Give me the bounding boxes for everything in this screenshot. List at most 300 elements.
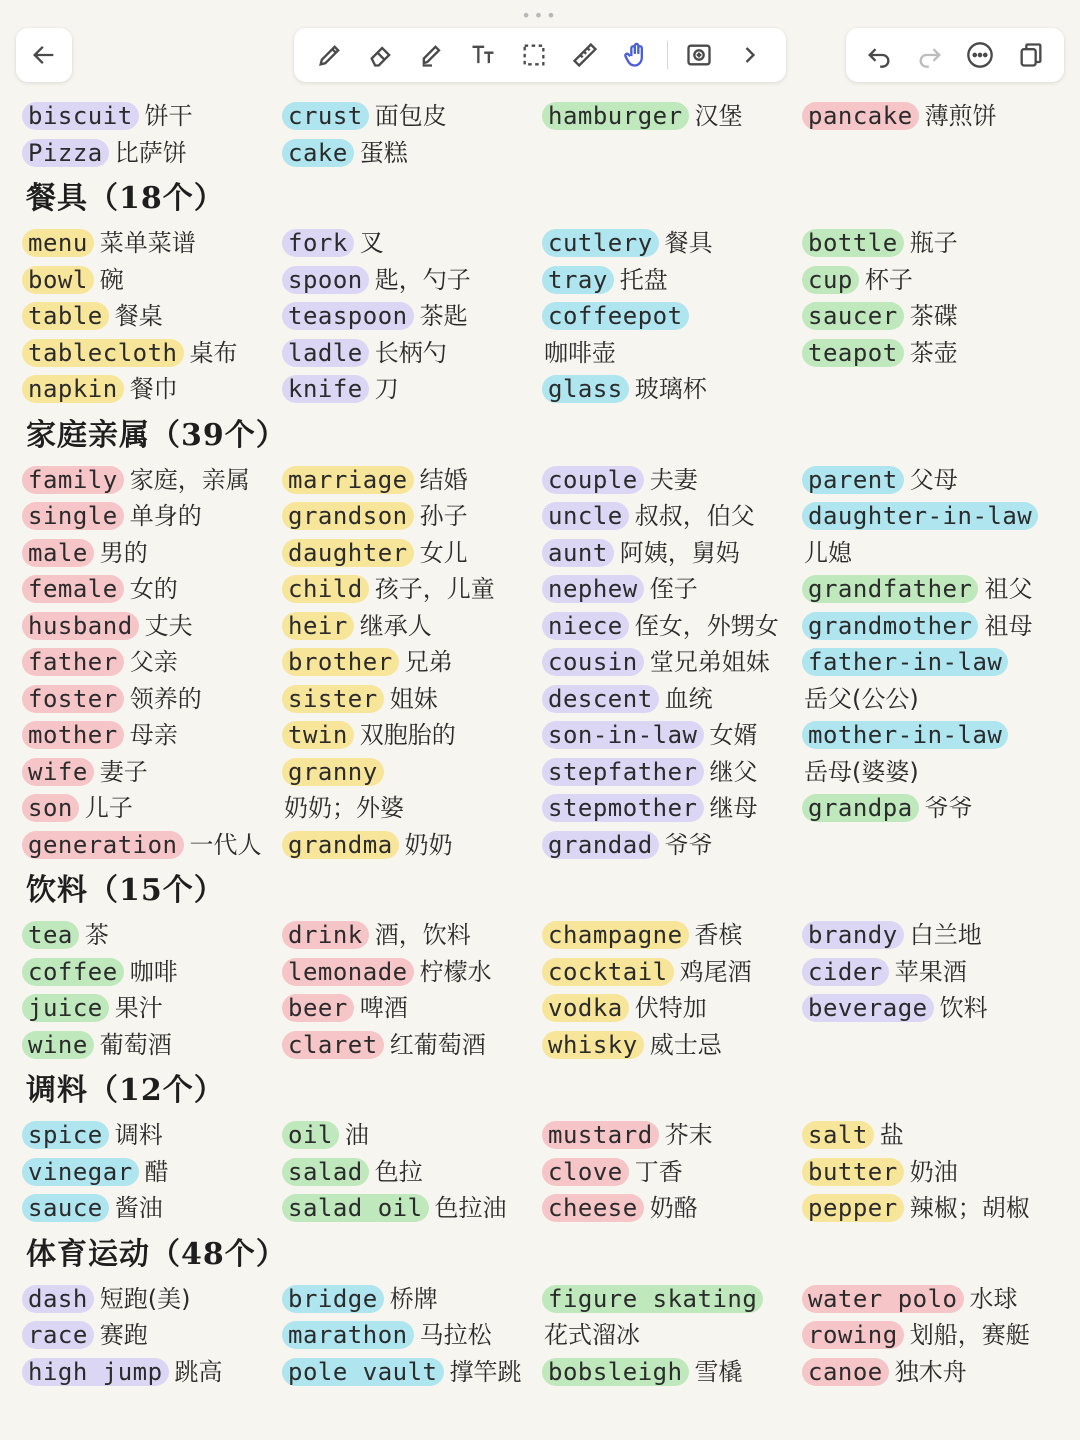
vocab-entry [22, 225, 282, 262]
vocab-entry [542, 827, 802, 864]
english-word: wine [22, 1031, 94, 1059]
english-word: drink [282, 921, 369, 949]
vocab-entry [542, 1317, 802, 1354]
redo-icon[interactable] [910, 35, 950, 75]
chinese-meaning: 水球 [969, 1284, 1018, 1313]
english-word: crust [282, 102, 369, 130]
vocab-entry [802, 1154, 1062, 1191]
chinese-meaning: 父母 [909, 465, 958, 494]
chinese-meaning: 薄煎饼 [924, 102, 997, 130]
chinese-meaning: 桌布 [189, 338, 238, 367]
vocab-column [22, 1281, 282, 1391]
vocab-entry [542, 917, 802, 954]
vocab-entry [802, 1117, 1062, 1154]
vocab-entry [802, 262, 1062, 299]
vocab-entry [542, 1190, 802, 1227]
chinese-meaning: 醋 [144, 1157, 169, 1186]
vocab-entry [802, 335, 1062, 372]
vocab-column [282, 1117, 542, 1227]
english-word: race [22, 1321, 94, 1349]
english-word: brother [282, 648, 399, 676]
english-word: tablecloth [22, 339, 184, 367]
english-word: beer [282, 994, 354, 1022]
english-word: coffee [22, 958, 124, 986]
chinese-meaning: 单身的 [129, 502, 202, 530]
chinese-meaning: 结婚 [419, 465, 468, 494]
chinese-meaning: 餐桌 [114, 302, 163, 330]
vocab-grid [22, 462, 1062, 864]
chinese-meaning: 菜单菜谱 [99, 229, 196, 257]
english-word: canoe [802, 1358, 889, 1386]
english-word: whisky [542, 1031, 644, 1059]
text-icon[interactable] [463, 35, 503, 75]
english-word: juice [22, 994, 109, 1022]
english-word: hamburger [542, 102, 689, 130]
chinese-meaning: 威士忌 [649, 1030, 722, 1059]
chinese-meaning: 伏特加 [634, 994, 707, 1022]
vocab-entry [802, 1190, 1062, 1227]
section-title: 调料（12个） [26, 1073, 225, 1108]
chinese-meaning: 托盘 [619, 265, 668, 294]
vocab-column [542, 225, 802, 408]
chinese-meaning: 红葡萄酒 [389, 1030, 486, 1059]
english-word: cider [802, 958, 889, 986]
vocab-column [282, 98, 542, 171]
chinese-meaning: 岳母(婆婆) [804, 757, 919, 786]
vocab-entry [282, 371, 542, 408]
english-word: tray [542, 266, 614, 294]
vocab-entry [282, 1027, 542, 1064]
english-word: bottle [802, 229, 904, 257]
chinese-meaning: 赛跑 [99, 1321, 148, 1349]
vocab-entry [542, 571, 802, 608]
chinese-meaning: 奶油 [909, 1157, 958, 1186]
vocab-column [802, 1281, 1062, 1391]
vocab-entry [282, 298, 542, 335]
english-word: marriage [282, 466, 414, 494]
english-word: knife [282, 375, 369, 403]
notes-canvas[interactable] [22, 98, 1062, 1390]
vocab-entry [282, 135, 542, 172]
english-word: bobsleigh [542, 1358, 689, 1386]
ruler-icon[interactable] [565, 35, 605, 75]
vocab-entry [802, 498, 1062, 535]
chinese-meaning: 孙子 [419, 502, 468, 530]
vocab-entry [22, 1354, 282, 1391]
vocab-entry [22, 535, 282, 572]
vocab-grid [22, 917, 1062, 1063]
chinese-meaning: 家庭，亲属 [129, 465, 250, 494]
chinese-meaning: 继承人 [359, 611, 432, 640]
english-word: ladle [282, 339, 369, 367]
chevron-right-icon[interactable] [730, 35, 770, 75]
vocab-entry [22, 571, 282, 608]
chinese-meaning: 马拉松 [419, 1321, 492, 1349]
vocab-entry [542, 262, 802, 299]
english-word: coffeepot [542, 302, 689, 330]
chinese-meaning: 汉堡 [694, 102, 743, 130]
english-word: vinegar [22, 1158, 139, 1186]
english-word: clove [542, 1158, 629, 1186]
vocab-entry [802, 917, 1062, 954]
english-word: mother-in-law [802, 721, 1008, 749]
vocab-entry [282, 335, 542, 372]
english-word: butter [802, 1158, 904, 1186]
vocab-entry [282, 462, 542, 499]
chinese-meaning: 苹果酒 [894, 957, 967, 986]
chinese-meaning: 碗 [99, 265, 124, 294]
english-word: couple [542, 466, 644, 494]
english-word: cup [802, 266, 859, 294]
chinese-meaning: 匙，勺子 [374, 265, 471, 294]
english-word: son [22, 794, 79, 822]
vocab-entry [542, 535, 802, 572]
hand-icon[interactable] [616, 35, 656, 75]
vocab-entry [282, 1154, 542, 1191]
chinese-meaning: 姐妹 [389, 684, 438, 713]
vocab-entry [22, 98, 282, 135]
chinese-meaning: 餐具 [664, 229, 713, 257]
english-word: granny [282, 758, 384, 786]
english-word: cheese [542, 1194, 644, 1222]
vocab-column [22, 225, 282, 408]
tool-palette [294, 28, 786, 82]
chinese-meaning: 盐 [879, 1121, 904, 1149]
vocab-entry [282, 644, 542, 681]
english-word: stepfather [542, 758, 704, 786]
chinese-meaning: 祖母 [984, 611, 1033, 640]
chinese-meaning: 跳高 [174, 1357, 223, 1386]
english-word: cousin [542, 648, 644, 676]
chinese-meaning: 比萨饼 [114, 138, 187, 167]
english-word: grandpa [802, 794, 919, 822]
english-word: dash [22, 1285, 94, 1313]
vocab-entry [802, 1317, 1062, 1354]
english-word: father-in-law [802, 648, 1008, 676]
english-word: tea [22, 921, 79, 949]
chinese-meaning: 夫妻 [649, 465, 698, 494]
english-word: grandfather [802, 575, 978, 603]
english-word: high jump [22, 1358, 169, 1386]
vocab-column [542, 462, 802, 864]
vocab-entry [542, 717, 802, 754]
vocab-entry [542, 498, 802, 535]
english-word: oil [282, 1121, 339, 1149]
chinese-meaning: 芥末 [664, 1121, 713, 1149]
vocab-entry [542, 335, 802, 372]
english-word: female [22, 575, 124, 603]
english-word: twin [282, 721, 354, 749]
vocab-entry [22, 717, 282, 754]
english-word: figure skating [542, 1285, 763, 1313]
highlighter-icon[interactable] [412, 35, 452, 75]
back-button[interactable] [16, 28, 72, 82]
vocab-entry [802, 608, 1062, 645]
english-word: salad [282, 1158, 369, 1186]
english-word: salad oil [282, 1194, 429, 1222]
vocab-entry [22, 135, 282, 172]
vocab-entry [22, 754, 282, 791]
english-word: mother [22, 721, 124, 749]
english-word: biscuit [22, 102, 139, 130]
chinese-meaning: 柠檬水 [419, 957, 492, 986]
english-word: child [282, 575, 369, 603]
chinese-meaning: 侄子 [649, 575, 698, 603]
vocab-entry [282, 262, 542, 299]
english-word: cocktail [542, 958, 674, 986]
vocab-entry [542, 371, 802, 408]
vocab-column [542, 1117, 802, 1227]
chinese-meaning: 茶 [84, 921, 109, 949]
undo-icon[interactable] [859, 35, 899, 75]
english-word: grandson [282, 502, 414, 530]
english-word: teapot [802, 339, 904, 367]
vocab-entry [802, 754, 1062, 791]
chinese-meaning: 玻璃杯 [634, 375, 707, 403]
english-word: champagne [542, 921, 689, 949]
vocab-entry [22, 262, 282, 299]
vocab-column [282, 462, 542, 864]
english-word: descent [542, 685, 659, 713]
window-grabber[interactable]: ••• [521, 6, 559, 25]
english-word: table [22, 302, 109, 330]
chinese-meaning: 白兰地 [909, 921, 982, 949]
vocab-entry [22, 827, 282, 864]
chinese-meaning: 奶奶；外婆 [284, 794, 404, 822]
chinese-meaning: 辣椒；胡椒 [909, 1194, 1030, 1222]
english-word: glass [542, 375, 629, 403]
lasso-icon[interactable] [514, 35, 554, 75]
chinese-meaning: 花式溜冰 [544, 1321, 640, 1349]
vocab-entry [282, 98, 542, 135]
chinese-meaning: 母亲 [129, 721, 178, 749]
vocab-entry [282, 790, 542, 827]
vocab-entry [22, 608, 282, 645]
vocab-grid [22, 1281, 1062, 1391]
vocab-column [22, 462, 282, 864]
english-word: generation [22, 831, 184, 859]
english-word: lemonade [282, 958, 414, 986]
vocab-entry [282, 917, 542, 954]
english-word: saucer [802, 302, 904, 330]
vocab-entry [542, 790, 802, 827]
chinese-meaning: 女的 [129, 575, 178, 603]
vocab-entry [22, 1281, 282, 1318]
vocab-entry [802, 1281, 1062, 1318]
vocab-column [802, 462, 1062, 864]
chinese-meaning: 一代人 [189, 830, 262, 859]
vocab-entry [282, 717, 542, 754]
english-word: cake [282, 139, 354, 167]
english-word: pancake [802, 102, 919, 130]
vocab-entry [802, 717, 1062, 754]
vocab-entry [542, 681, 802, 718]
chinese-meaning: 油 [344, 1121, 369, 1149]
vocab-entry [282, 827, 542, 864]
vocab-entry [22, 1190, 282, 1227]
vocab-entry [802, 98, 1062, 135]
document-actions [846, 28, 1064, 82]
chinese-meaning: 瓶子 [909, 229, 958, 257]
english-word: pepper [802, 1194, 904, 1222]
chinese-meaning: 撑竿跳 [449, 1357, 522, 1386]
chinese-meaning: 堂兄弟姐妹 [649, 648, 770, 676]
english-word: uncle [542, 502, 629, 530]
vocab-entry [22, 1317, 282, 1354]
chinese-meaning: 妻子 [99, 757, 148, 786]
vocab-entry [282, 608, 542, 645]
english-word: family [22, 466, 124, 494]
chinese-meaning: 女儿 [419, 538, 468, 567]
vocab-entry [542, 754, 802, 791]
chinese-meaning: 丁香 [634, 1157, 683, 1186]
english-word: father [22, 648, 124, 676]
pen-icon[interactable] [310, 35, 350, 75]
chinese-meaning: 色拉油 [434, 1194, 507, 1222]
chinese-meaning: 蛋糕 [359, 138, 408, 167]
chinese-meaning: 咖啡 [129, 957, 178, 986]
vocab-column [282, 917, 542, 1063]
vocab-entry [282, 954, 542, 991]
english-word: male [22, 539, 94, 567]
english-word: heir [282, 612, 354, 640]
vocab-entry [542, 98, 802, 135]
english-word: napkin [22, 375, 124, 403]
more-icon[interactable] [960, 35, 1000, 75]
vocab-entry [22, 917, 282, 954]
vocab-entry [542, 462, 802, 499]
section-title: 家庭亲属（39个） [26, 417, 287, 453]
vocab-column [802, 1117, 1062, 1227]
vocab-entry [542, 608, 802, 645]
vocab-column [802, 225, 1062, 408]
english-word: salt [802, 1121, 874, 1149]
chinese-meaning: 茶碟 [909, 302, 958, 330]
english-word: son-in-law [542, 721, 704, 749]
vocab-entry [22, 498, 282, 535]
image-icon[interactable] [679, 35, 719, 75]
pages-icon[interactable] [1011, 35, 1051, 75]
vocab-entry [802, 571, 1062, 608]
english-word: vodka [542, 994, 629, 1022]
english-word: foster [22, 685, 124, 713]
english-word: brandy [802, 921, 904, 949]
vocab-entry [542, 1027, 802, 1064]
chinese-meaning: 鸡尾酒 [679, 957, 752, 986]
vocab-entry [282, 990, 542, 1027]
chinese-meaning: 短跑(美) [99, 1284, 191, 1313]
vocab-entry [282, 681, 542, 718]
chinese-meaning: 奶奶 [404, 830, 453, 859]
vocab-column [542, 1281, 802, 1391]
chinese-meaning: 双胞胎的 [359, 721, 456, 749]
english-word: spoon [282, 266, 369, 294]
vocab-entry [22, 298, 282, 335]
vocab-entry [282, 571, 542, 608]
vocab-entry [542, 990, 802, 1027]
vocab-column [22, 98, 282, 171]
english-word: teaspoon [282, 302, 414, 330]
arrow-left-icon [24, 35, 64, 75]
english-word: pole vault [282, 1358, 444, 1386]
vocab-column [22, 1117, 282, 1227]
english-word: Pizza [22, 139, 109, 167]
english-word: grandmother [802, 612, 978, 640]
vocab-entry [282, 754, 542, 791]
vocab-entry [802, 644, 1062, 681]
vocab-entry [802, 462, 1062, 499]
chinese-meaning: 餐巾 [129, 375, 178, 403]
vocab-entry [282, 1317, 542, 1354]
chinese-meaning: 饼干 [144, 102, 193, 130]
chinese-meaning: 男的 [99, 538, 148, 567]
vocab-entry [802, 298, 1062, 335]
eraser-icon[interactable] [361, 35, 401, 75]
english-word: grandma [282, 831, 399, 859]
chinese-meaning: 领养的 [129, 684, 202, 713]
vocab-entry [542, 1117, 802, 1154]
vocab-entry [802, 954, 1062, 991]
vocab-entry [802, 535, 1062, 572]
chinese-meaning: 继母 [709, 794, 758, 822]
english-word: sauce [22, 1194, 109, 1222]
chinese-meaning: 茶匙 [419, 302, 468, 330]
vocab-entry [542, 1281, 802, 1318]
chinese-meaning: 独木舟 [894, 1357, 967, 1386]
vocab-grid [22, 1117, 1062, 1227]
english-word: marathon [282, 1321, 414, 1349]
section-title: 体育运动（48个） [26, 1236, 287, 1272]
english-word: fork [282, 229, 354, 257]
vocab-entry [282, 498, 542, 535]
vocab-entry [22, 954, 282, 991]
chinese-meaning: 血统 [664, 684, 713, 713]
english-word: spice [22, 1121, 109, 1149]
chinese-meaning: 儿媳 [804, 538, 852, 567]
chinese-meaning: 阿姨，舅妈 [619, 538, 740, 567]
chinese-meaning: 饮料 [939, 994, 988, 1022]
chinese-meaning: 杯子 [864, 265, 913, 294]
english-word: water polo [802, 1285, 964, 1313]
chinese-meaning: 女婿 [709, 721, 758, 749]
vocab-entry [22, 1027, 282, 1064]
chinese-meaning: 桥牌 [389, 1284, 438, 1313]
chinese-meaning: 色拉 [374, 1157, 423, 1186]
english-word: bridge [282, 1285, 384, 1313]
section-title: 餐具（18个） [26, 181, 225, 216]
chinese-meaning: 调料 [114, 1121, 163, 1149]
vocab-entry [282, 225, 542, 262]
vocab-entry [542, 298, 802, 335]
chinese-meaning: 刀 [374, 375, 399, 403]
chinese-meaning: 孩子，儿童 [374, 575, 495, 603]
english-word: sister [282, 685, 384, 713]
chinese-meaning: 兄弟 [404, 648, 453, 676]
english-word: bowl [22, 266, 94, 294]
vocab-column [802, 98, 1062, 171]
english-word: mustard [542, 1121, 659, 1149]
chinese-meaning: 叉 [359, 229, 384, 257]
chinese-meaning: 岳父(公公) [804, 684, 919, 713]
chinese-meaning: 奶酪 [649, 1194, 698, 1222]
vocab-entry [802, 790, 1062, 827]
vocab-entry [282, 535, 542, 572]
chinese-meaning: 划船，赛艇 [909, 1321, 1030, 1349]
section-title: 饮料（15个） [26, 873, 225, 908]
chinese-meaning: 香槟 [694, 921, 743, 949]
chinese-meaning: 长柄勺 [374, 338, 447, 367]
vocab-entry [22, 335, 282, 372]
